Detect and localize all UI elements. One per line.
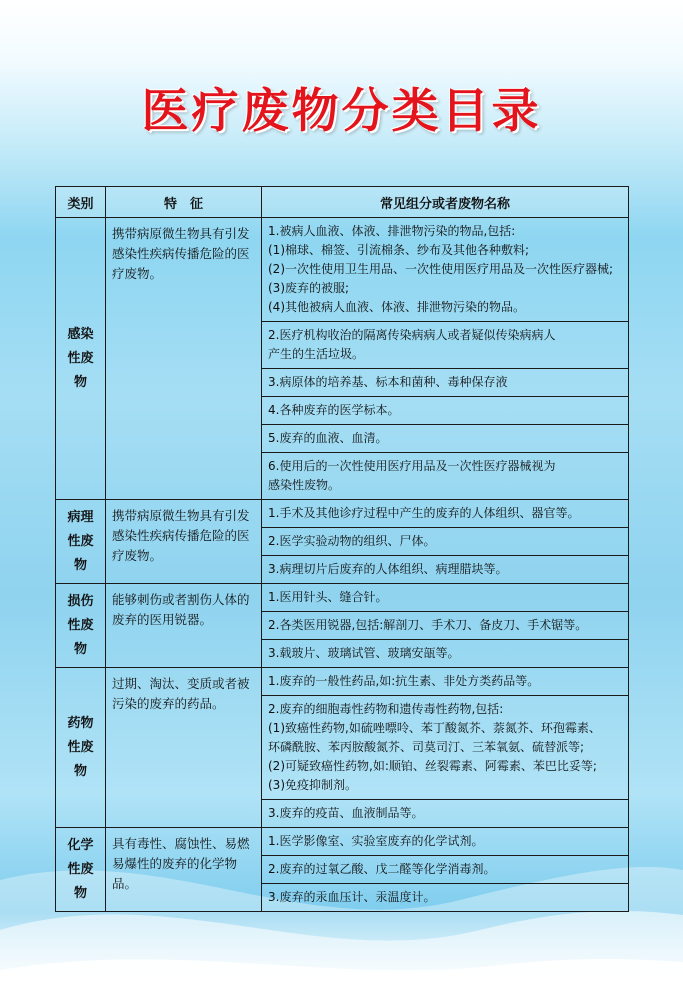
component-line: 2.各类医用锐器,包括:解剖刀、手术刀、备皮刀、手术锯等。 [268,618,588,632]
component-line: 3.病原体的培养基、标本和菌种、毒种保存液 [268,375,508,389]
category-name: 化学性废物 [67,837,94,901]
feature-cell: 过期、淘汰、变质或者被污染的废弃的药品。 [106,668,262,828]
table-row [56,668,629,696]
component-cell [262,218,629,322]
component-cell [262,696,629,800]
component-cell [262,322,629,369]
category-cell [56,828,106,912]
component-line: (2)可疑致癌性药物,如:顺铂、丝裂霉素、阿霉素、苯巴比妥等; [268,759,597,773]
component-cell [262,612,629,640]
component-line: (3)免疫抑制剂。 [268,778,357,792]
component-cell [262,528,629,556]
table-row [56,584,629,612]
component-cell [262,828,629,856]
component-line: 1.废弃的一般性药品,如:抗生素、非处方类药品等。 [268,674,540,688]
component-line: 3.病理切片后废弃的人体组织、病理腊块等。 [268,562,508,576]
table-row [56,500,629,528]
component-line: 4.各种废弃的医学标本。 [268,403,400,417]
component-cell [262,668,629,696]
header-components: 常见组分或者废物名称 [262,187,629,218]
table-row [56,218,629,322]
feature-cell: 携带病原微生物具有引发感染性疾病传播危险的医疗废物。 [106,218,262,500]
component-cell [262,556,629,584]
waste-catalog-table [55,186,629,912]
component-cell [262,856,629,884]
category-cell [56,584,106,668]
component-line: (1)致癌性药物,如硫唑嘌呤、苯丁酸氮芥、萘氮芥、环孢霉素、 [268,721,601,735]
component-line: (3)废弃的被服; [268,281,350,295]
component-line: (2)一次性使用卫生用品、一次性使用医疗用品及一次性医疗器械; [268,262,614,276]
component-cell [262,500,629,528]
component-line: 6.使用后的一次性使用医疗用品及一次性医疗器械视为 [268,459,556,473]
category-name: 感染性废物 [67,326,94,390]
component-line: 1.医用针头、缝合针。 [268,590,388,604]
component-cell [262,884,629,912]
header-feature: 特 征 [106,187,262,218]
component-line: 3.废弃的汞血压计、汞温度计。 [268,890,436,904]
component-cell [262,369,629,397]
category-name: 病理性废物 [67,509,94,573]
component-line: (4)其他被病人血液、体液、排泄物污染的物品。 [268,300,525,314]
component-cell [262,584,629,612]
component-line: 产生的生活垃圾。 [268,347,365,361]
component-line: 1.手术及其他诊疗过程中产生的废弃的人体组织、器官等。 [268,506,580,520]
component-line: 2.废弃的细胞毒性药物和遗传毒性药物,包括: [268,702,504,716]
component-line: 2.医疗机构收治的隔离传染病病人或者疑似传染病病人 [268,328,556,342]
category-cell [56,500,106,584]
header-category: 类别 [56,187,106,218]
component-line: 2.医学实验动物的组织、尸体。 [268,534,436,548]
feature-cell: 具有毒性、腐蚀性、易燃易爆性的废弃的化学物品。 [106,828,262,912]
feature-cell: 能够刺伤或者割伤人体的废弃的医用锐器。 [106,584,262,668]
component-line: 环磷酰胺、苯丙胺酸氮芥、司莫司汀、三苯氧氨、硫替派等; [268,740,585,754]
component-cell [262,453,629,500]
component-cell [262,397,629,425]
component-cell [262,425,629,453]
component-line: 感染性废物。 [268,478,341,492]
component-line: 3.载玻片、玻璃试管、玻璃安瓿等。 [268,646,460,660]
component-line: 5.废弃的血液、血清。 [268,431,388,445]
component-line: 1.被病人血液、体液、排泄物污染的物品,包括: [268,224,516,238]
component-line: 2.废弃的过氧乙酸、戊二醛等化学消毒剂。 [268,862,496,876]
component-cell [262,640,629,668]
table-row [56,828,629,856]
category-name: 药物性废物 [67,715,94,779]
component-line: 3.废弃的疫苗、血液制品等。 [268,806,424,820]
component-cell [262,800,629,828]
page-title: 医疗废物分类目录 [141,84,542,139]
category-cell [56,218,106,500]
table-header-row [56,187,629,218]
component-line: 1.医学影像室、实验室废弃的化学试剂。 [268,834,484,848]
category-name: 损伤性废物 [67,593,94,657]
category-cell [56,668,106,828]
feature-cell: 携带病原微生物具有引发感染性疾病传播危险的医疗废物。 [106,500,262,584]
component-line: (1)棉球、棉签、引流棉条、纱布及其他各种敷料; [268,243,530,257]
